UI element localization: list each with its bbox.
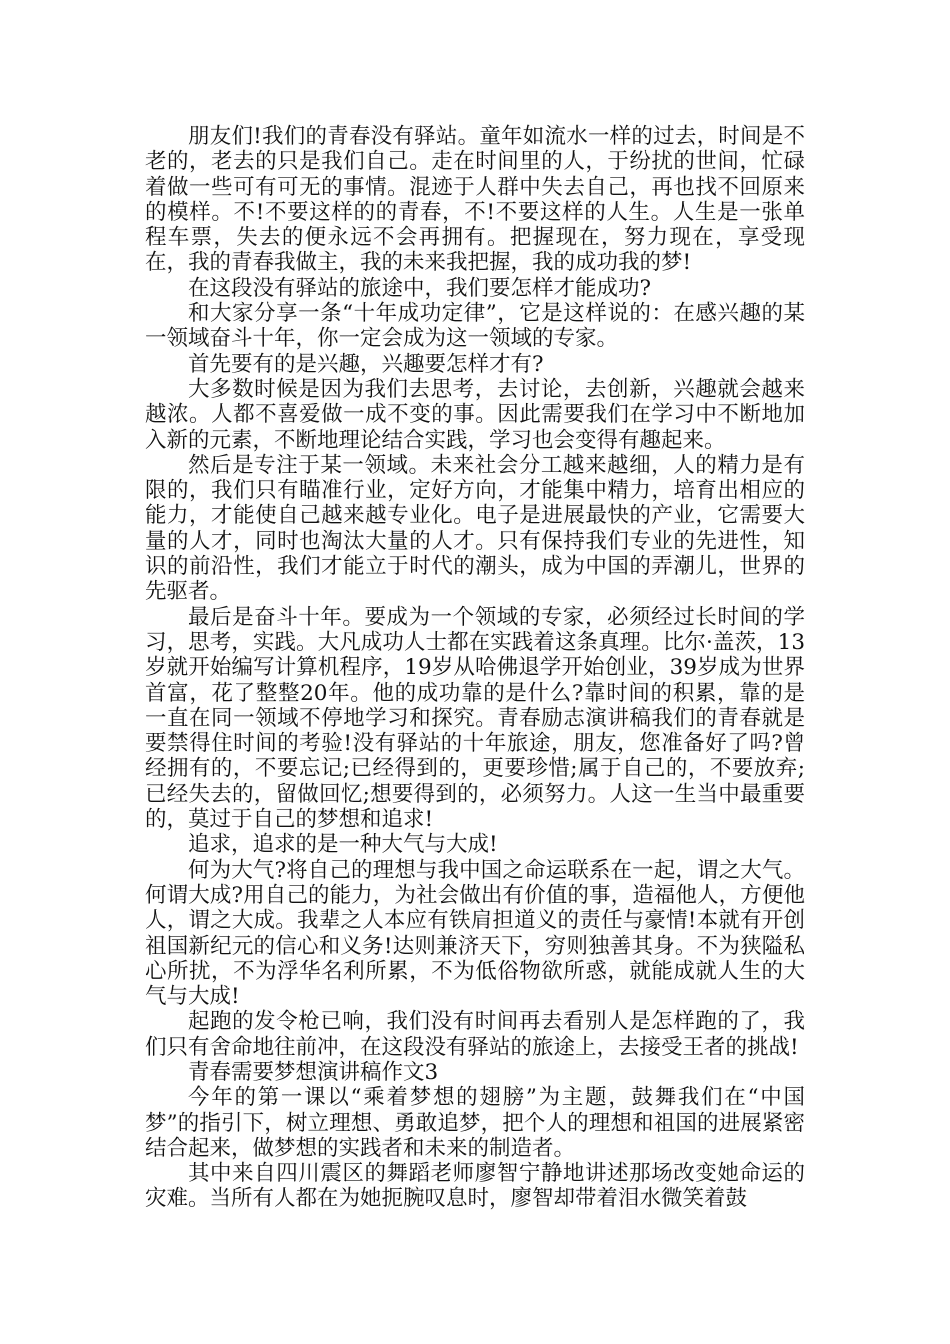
paragraph: 大多数时候是因为我们去思考，去讨论，去创新，兴趣就会越来越浓。人都不喜爱做一成不变的事。因此需要我们在学习中不断地加入新的元素，不断地理论结合实践，学习也会变得有趣起来。 <box>145 376 805 453</box>
paragraph: 起跑的发令枪已响，我们没有时间再去看别人是怎样跑的了，我们只有舍命地往前冲，在这段没有驿站的旅途上，去接受王者的挑战! <box>145 1009 805 1060</box>
paragraph: 然后是专注于某一领域。未来社会分工越来越细，人的精力是有限的，我们只有瞄准行业，定好方向，才能集中精力，培育出相应的能力，才能使自己越来越专业化。电子是进展最快的产业，它需要大量的人才，同时也淘汰大量的人才。只有保持我们专业的先进性，知识的前沿性，我们才能立于时代的潮头，成为中国的弄潮儿，世界的先驱者。 <box>145 452 805 605</box>
paragraph: 追求，追求的是一种大气与大成! <box>188 832 498 858</box>
paragraph: 和大家分享一条“十年成功定律”，它是这样说的：在感兴趣的某一领域奋斗十年，你一定会成为这一领域的专家。 <box>145 301 805 352</box>
paragraph: 今年的第一课以“乘着梦想的翅膀”为主题，鼓舞我们在“中国梦”的指引下，树立理想、勇敢追梦，把个人的理想和祖国的进展紧密结合起来，做梦想的实践者和未来的制造者。 <box>145 1085 805 1161</box>
paragraph: 何为大气?将自己的理想与我中国之命运联系在一起，谓之大气。何谓大成?用自己的能力，为社会做出有价值的事，造福他人，方便他人，谓之大成。我辈之人本应有铁肩担道义的责任与豪情!本就有开创祖国新纪元的信心和义务!达则兼济天下，穷则独善其身。不为狭隘私心所扰，不为浮华名利所累，不为低俗物欲所惑，就能成就人生的大气与大成! <box>145 857 805 1010</box>
section-heading: 青春需要梦想演讲稿作文3 <box>188 1059 439 1085</box>
paragraph: 首先要有的是兴趣，兴趣要怎样才有? <box>188 351 544 377</box>
document-body <box>145 124 805 1212</box>
paragraph: 朋友们!我们的青春没有驿站。童年如流水一样的过去，时间是不老的，老去的只是我们自己。走在时间里的人，于纷扰的世间，忙碌着做一些可有可无的事情。混迹于人群中失去自己，再也找不回原来的模样。不!不要这样的的青春，不!不要这样的人生。人生是一张单程车票，失去的便永远不会再拥有。把握现在，努力现在，享受现在，我的青春我做主，我的未来我把握，我的成功我的梦! <box>145 124 805 276</box>
paragraph: 最后是奋斗十年。要成为一个领域的专家，必须经过长时间的学习，思考，实践。大凡成功人士都在实践着这条真理。比尔·盖茨，13岁就开始编写计算机程序，19岁从哈佛退学开始创业，39岁成为世界首富，花了整整20年。他的成功靠的是什么?靠时间的积累，靠的是一直在同一领域不停地学习和探究。青春励志演讲稿我们的青春就是要禁得住时间的考验!没有驿站的十年旅途，朋友，您准备好了吗?曾经拥有的，不要忘记;已经得到的，更要珍惜;属于自己的，不要放弃;已经失去的，留做回忆;想要得到的，必须努力。人这一生当中最重要的，莫过于自己的梦想和追求! <box>145 604 805 833</box>
paragraph: 其中来自四川震区的舞蹈老师廖智宁静地讲述那场改变她命运的灾难。当所有人都在为她扼腕叹息时，廖智却带着泪水微笑着鼓 <box>145 1161 805 1212</box>
paragraph: 在这段没有驿站的旅途中，我们要怎样才能成功? <box>188 275 652 301</box>
